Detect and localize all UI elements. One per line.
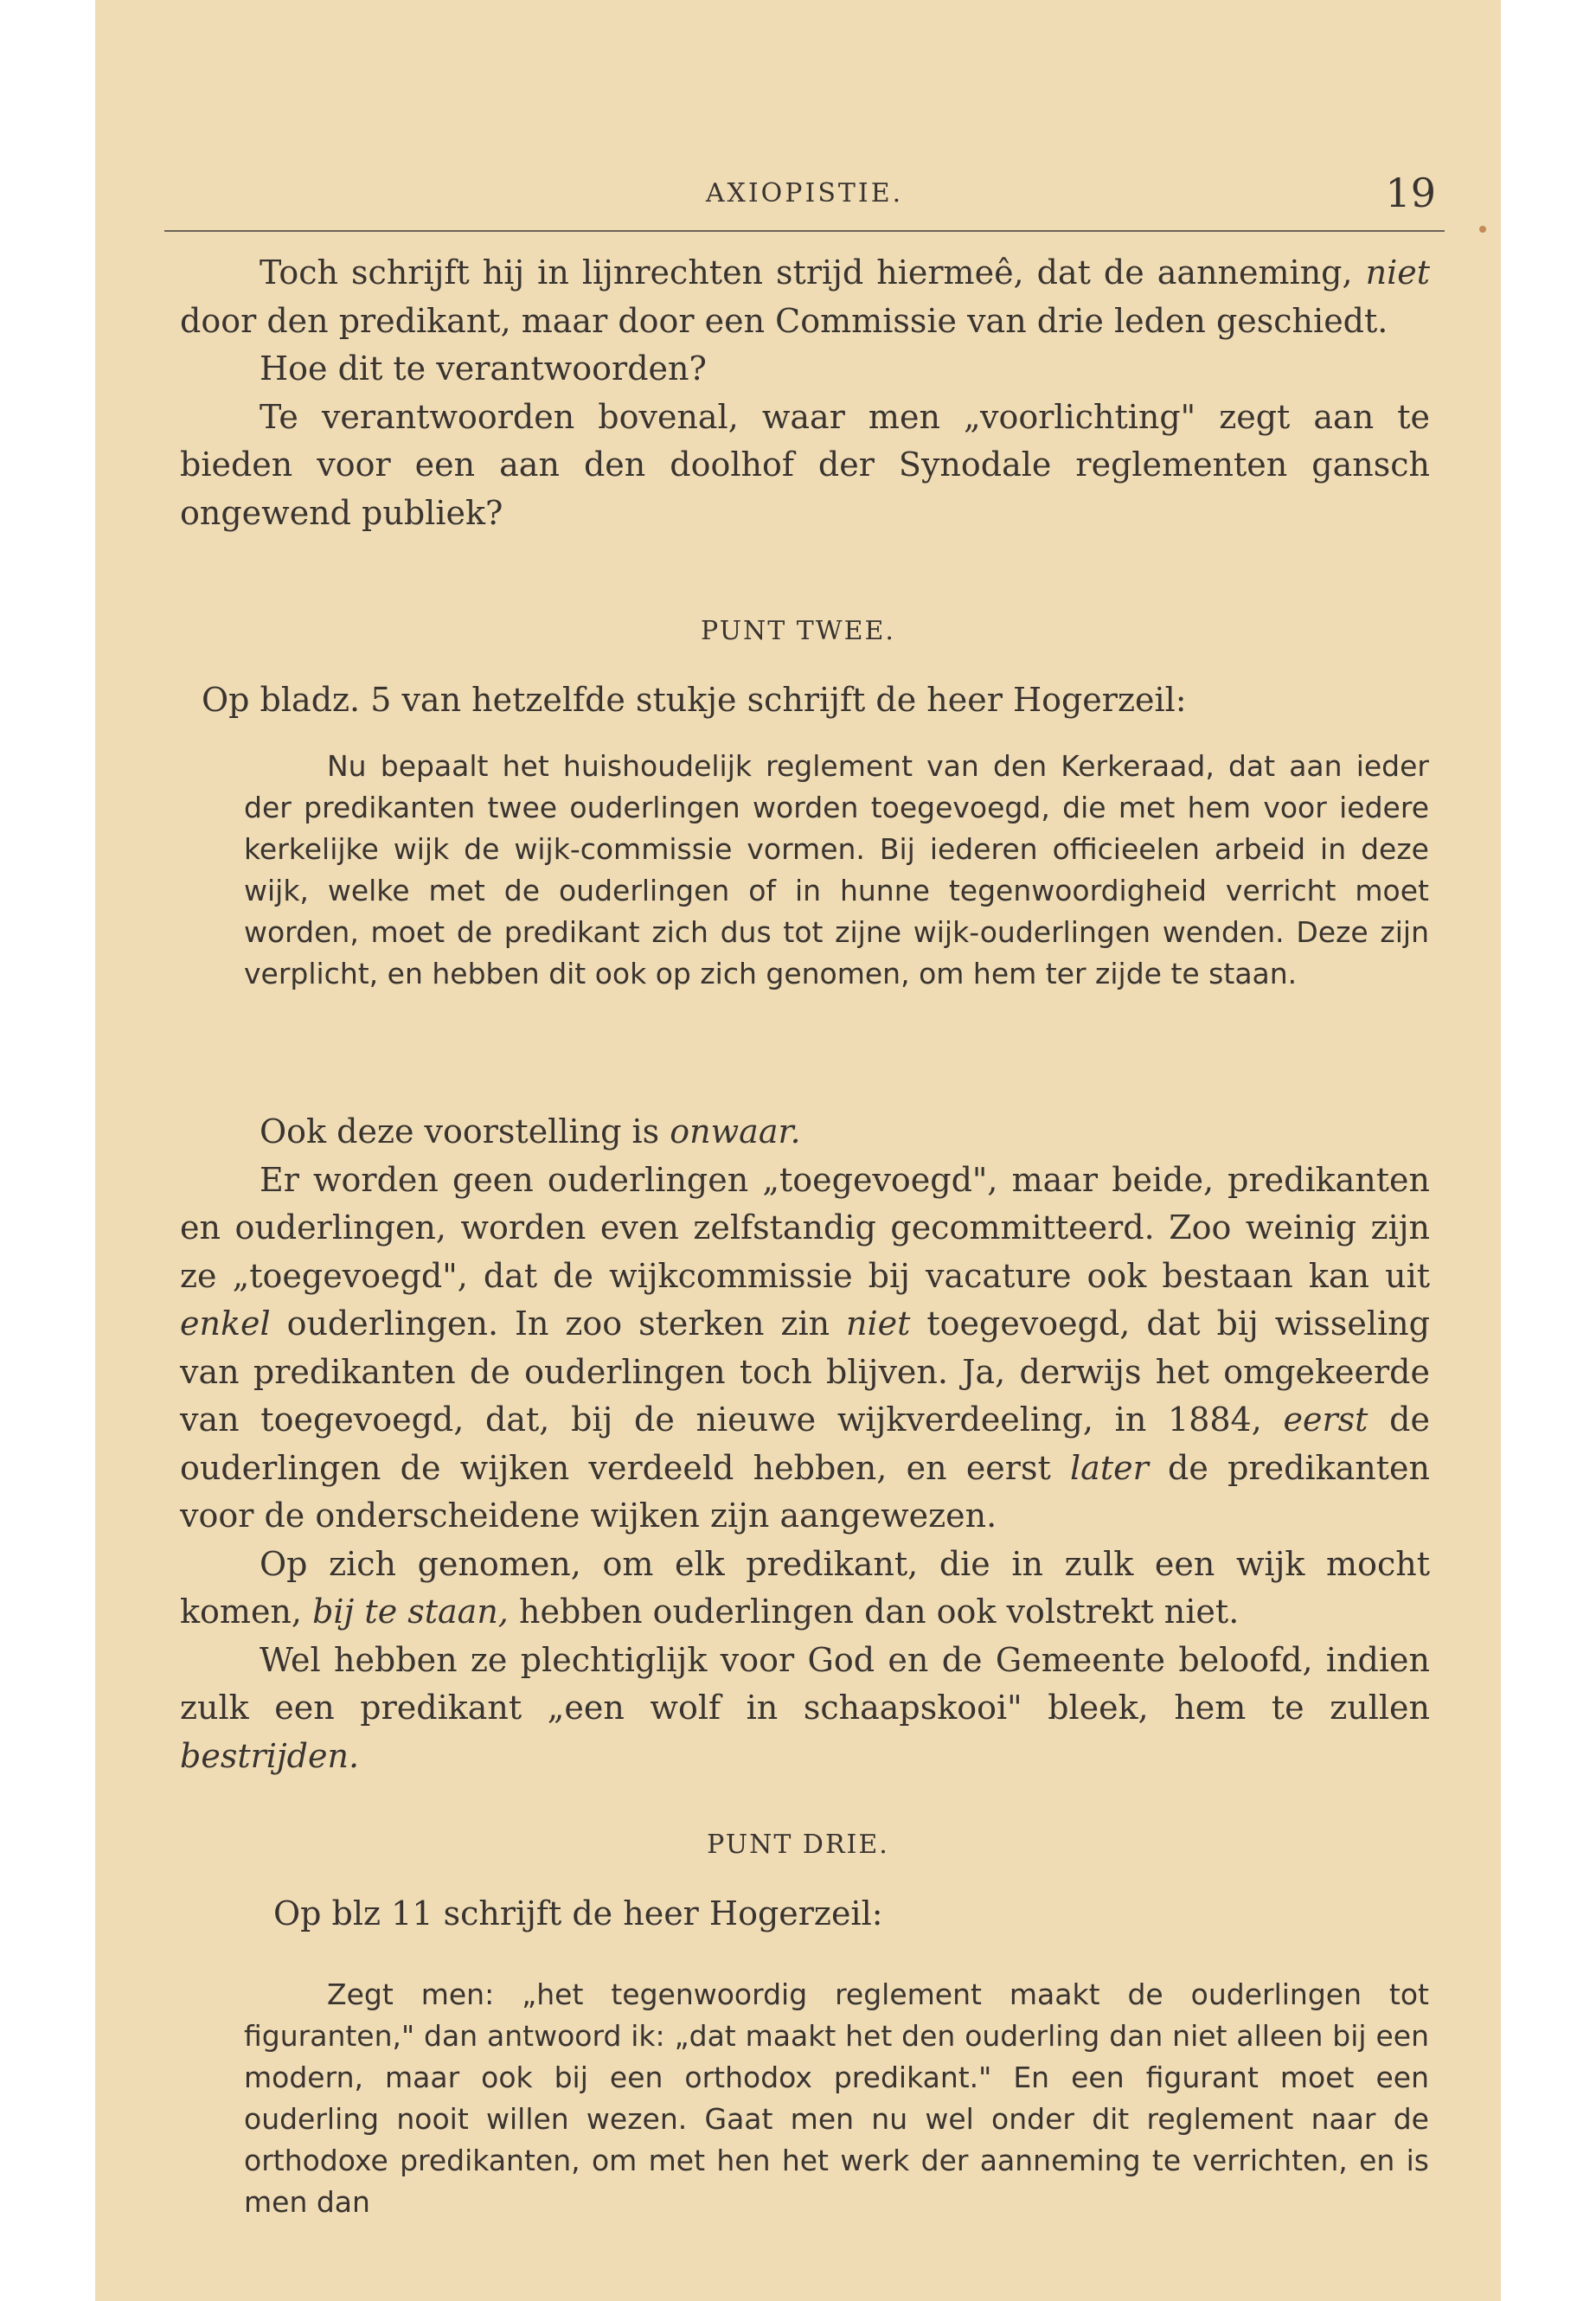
page-header (173, 170, 1436, 221)
punt-drie-intro-line: Op blz 11 schrijft de heer Hogerzeil: (273, 1894, 883, 1932)
quote-paragraph: Nu bepaalt het huishoudelijk reglement van den Kerkeraad, dat aan ieder der predikanten twee ouderlingen worden toegevoegd, die met hem voor iedere kerkelijke wijk de wijk-commissie vormen. Bij iederen officieelen arbeid in deze wijk, welke met de ouderlingen of in hunne tegenwoordigheid verricht moet worden, moet de predikant zich dus tot zijne wijk-ouderlingen wenden. Deze zijn verplicht, en hebben dit ook op zich genomen, om hem ter zijde te staan. (244, 749, 1429, 990)
emphasis: later (1070, 1448, 1149, 1487)
punt-twee-quote (244, 746, 1429, 995)
quote-paragraph: Zegt men: „het tegenwoordig reglement maakt de ouderlingen tot figuranten," dan antwoord ik: „dat maakt het den ouderling dan niet alleen bij een modern, maar ook bij een orthodox predikant." En een figurant moet een ouderling nooit willen wezen. Gaat men nu wel onder dit reglement naar de orthodoxe predikanten, om met hen het werk der aanneming te verrichten, en is men dan (244, 1977, 1429, 2219)
emphasis: eerst (1283, 1400, 1368, 1439)
punt-twee-intro (180, 676, 1430, 725)
body-paragraph-1: Ook deze voorstelling is onwaar. (260, 1112, 801, 1150)
header-rule (164, 230, 1445, 232)
body-paragraph-4: Wel hebben ze plechtiglijk voor God en de Gemeente beloofd, indien zulk een predikant „een wolf in schaapskooi" bleek, hem te zullen bestrijden. (180, 1640, 1430, 1775)
ink-spot (1479, 226, 1486, 233)
book-page (95, 0, 1501, 2301)
intro-paragraph-2: Hoe dit te verantwoorden? (260, 349, 707, 388)
running-title: AXIOPISTIE. (705, 178, 904, 208)
emphasis: enkel (180, 1304, 271, 1343)
page-number: 19 (1385, 170, 1436, 216)
punt-drie-intro (180, 1890, 1430, 1939)
punt-drie-quote (244, 1974, 1429, 2223)
intro-paragraph-3: Te verantwoorden bovenal, waar men „voorlichting" zegt aan te bieden voor een aan den doolhof der Synodale reglementen gansch ongewend publiek? (180, 397, 1430, 532)
emphasis: bestrijden. (180, 1736, 360, 1775)
intro-paragraph-1: Toch schrijft hij in lijnrechten strijd hiermeê, dat de aanneming, niet door den predikant, maar door een Commissie van drie leden geschiedt. (180, 253, 1430, 340)
punt-twee-body (180, 1108, 1430, 1780)
emphasis: onwaar. (670, 1112, 801, 1150)
section-heading-punt-twee: PUNT TWEE. (701, 616, 895, 646)
intro-section (180, 249, 1430, 537)
body-paragraph-3: Op zich genomen, om elk predikant, die in zulk een wijk mocht komen, bij te staan, hebben ouderlingen dan ook volstrekt niet. (180, 1544, 1430, 1631)
emphasis: bij te staan, (312, 1593, 509, 1631)
emphasis: niet (1365, 253, 1430, 292)
section-heading-punt-drie: PUNT DRIE. (707, 1830, 889, 1860)
body-paragraph-2: Er worden geen ouderlingen „toegevoegd", maar beide, predikanten en ouderlingen, worden even zelfstandig gecommitteerd. Zoo weinig zijn ze „toegevoegd", dat de wijkcommissie bij vacature ook bestaan kan uit enkel ouderlingen. In zoo sterken zin niet toegevoegd, dat bij wisseling van predikanten de ouderlingen toch blijven. Ja, derwijs het omgekeerde van toegevoegd, dat, bij de nieuwe wijkverdeeling, in 1884, eerst de ouderlingen de wijken verdeeld hebben, en eerst later de predikanten voor de onderscheidene wijken zijn aangewezen. (180, 1160, 1430, 1535)
emphasis: niet (846, 1304, 911, 1343)
punt-twee-intro-line: Op bladz. 5 van hetzelfde stukje schrijft de heer Hogerzeil: (202, 681, 1187, 719)
